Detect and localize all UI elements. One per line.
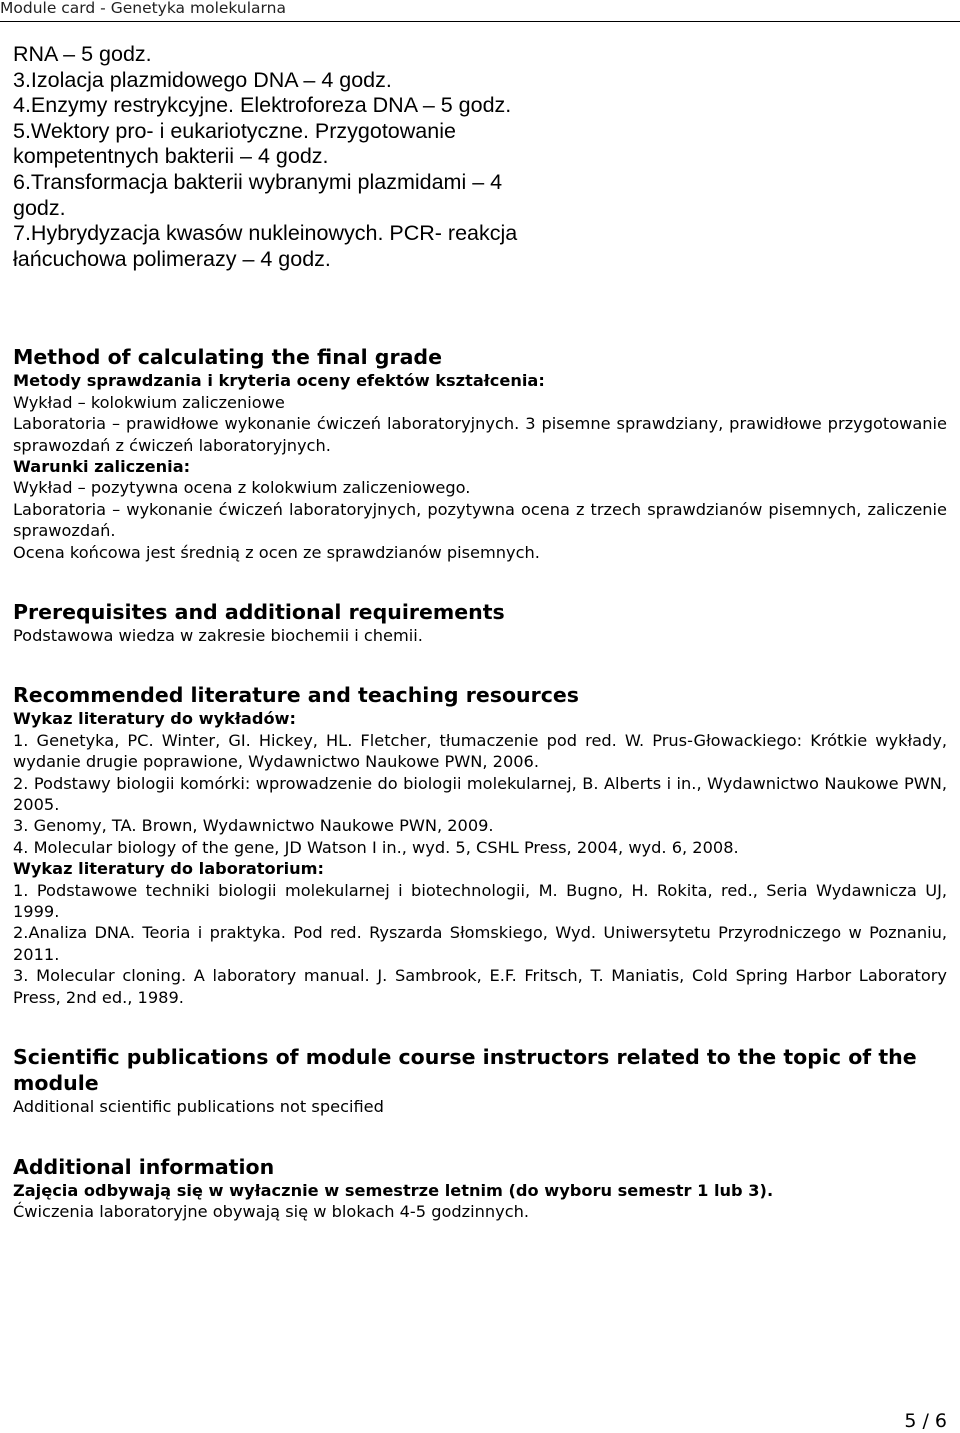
additional-section xyxy=(13,1154,947,1223)
methods-heading: Metody sprawdzania i kryteria oceny efektów kształcenia: xyxy=(13,371,545,391)
list-item: 3.Izolacja plazmidowego DNA – 4 godz. xyxy=(13,67,392,92)
lecture-method: Wykład – kolokwium zaliczeniowe xyxy=(13,392,285,412)
additional-body xyxy=(13,1180,947,1223)
list-item: 3. Genomy, TA. Brown, Wydawnictwo Naukowe PWN, 2009. xyxy=(13,816,494,836)
lecture-literature-heading: Wykaz literatury do wykładów: xyxy=(13,709,296,729)
page-number: 5 / 6 xyxy=(904,1410,947,1432)
list-item: 7.Hybrydyzacja kwasów nukleinowych. PCR- reakcja xyxy=(13,221,518,246)
list-item: godz. xyxy=(13,195,66,220)
page-header-title: Module card - Genetyka molekularna xyxy=(0,0,286,17)
section-title: Method of calculating the final grade xyxy=(13,345,442,370)
semester-note: Zajęcia odbywają się w wyłacznie w semestrze letnim (do wyboru semestr 1 lub 3). xyxy=(13,1180,774,1200)
grading-body xyxy=(13,370,947,563)
final-grade: Ocena końcowa jest średnią z ocen ze sprawdzianów pisemnych. xyxy=(13,542,540,562)
list-item: 2.Analiza DNA. Teoria i praktyka. Pod red. Ryszarda Słomskiego, Wyd. Uniwersytetu Przyrodniczego w Poznaniu, 2011. xyxy=(13,923,947,964)
literature-body xyxy=(13,708,947,1008)
list-item: 4. Molecular biology of the gene, JD Watson I in., wyd. 5, CSHL Press, 2004, wyd. 6, 2008. xyxy=(13,837,739,857)
section-title: Recommended literature and teaching resources xyxy=(13,683,579,708)
lab-literature-heading: Wykaz literatury do laboratorium: xyxy=(13,859,324,879)
prerequisites-section xyxy=(13,599,947,646)
list-item: 3. Molecular cloning. A laboratory manual. J. Sambrook, E.F. Fritsch, T. Maniatis, Cold Spring Harbor Laboratory Press, 2nd ed., 1989. xyxy=(13,966,947,1007)
page-header xyxy=(0,0,960,22)
prerequisites-text: Podstawowa wiedza w zakresie biochemii i chemii. xyxy=(13,626,423,645)
list-item: 4.Enzymy restrykcyjne. Elektroforeza DNA – 5 godz. xyxy=(13,93,512,118)
lab-condition: Laboratoria – wykonanie ćwiczeń laboratoryjnych, pozytywna ocena z trzech sprawdzianów pisemnych, zaliczenie sprawozdań. xyxy=(13,499,947,541)
lecture-condition: Wykład – pozytywna ocena z kolokwium zaliczeniowego. xyxy=(13,478,471,498)
list-item: łańcuchowa polimerazy – 4 godz. xyxy=(13,246,331,271)
list-item: RNA – 5 godz. xyxy=(13,42,152,66)
grading-section xyxy=(13,344,947,563)
publications-section xyxy=(13,1044,947,1117)
literature-section xyxy=(13,682,947,1008)
list-item: kompetentnych bakterii – 4 godz. xyxy=(13,144,329,169)
lab-blocks-note: Ćwiczenia laboratoryjne obywają się w blokach 4-5 godzinnych. xyxy=(13,1201,530,1221)
section-title: Prerequisites and additional requirements xyxy=(13,600,505,624)
section-title: Scientific publications of module course instructors related to the topic of the module xyxy=(13,1045,917,1096)
list-item: 6.Transformacja bakterii wybranymi plazmidami – 4 xyxy=(13,169,503,194)
list-item: 1. Podstawowe techniki biologii molekularnej i biotechnologii, M. Bugno, H. Rokita, red., Seria Wydawnicza UJ, 1999. xyxy=(13,880,947,922)
list-item: 5.Wektory pro- i eukariotyczne. Przygotowanie xyxy=(13,118,456,143)
list-item: 2. Podstawy biologii komórki: wprowadzenie do biologii molekularnej, B. Alberts i in., Wydawnictwo Naukowe PWN, 2005. xyxy=(13,773,947,815)
list-item: 1. Genetyka, PC. Winter, GI. Hickey, HL. Fletcher, tłumaczenie pod red. W. Prus-Głowackiego: Krótkie wykłady, wydanie drugie poprawione, Wydawnictwo Naukowe PWN, 2006. xyxy=(13,730,947,772)
prerequisites-body xyxy=(13,625,947,646)
publications-body xyxy=(13,1096,947,1117)
lab-method: Laboratoria – prawidłowe wykonanie ćwiczeń laboratoryjnych. 3 pisemne sprawdziany, prawidłowe przygotowanie sprawozdań z ćwiczeń laboratoryjnych. xyxy=(13,414,947,455)
lab-topics-list xyxy=(13,42,583,272)
publications-text: Additional scientific publications not specified xyxy=(13,1097,384,1117)
conditions-heading: Warunki zaliczenia: xyxy=(13,456,191,476)
module-card-content xyxy=(13,42,947,1222)
section-title: Additional information xyxy=(13,1154,275,1179)
